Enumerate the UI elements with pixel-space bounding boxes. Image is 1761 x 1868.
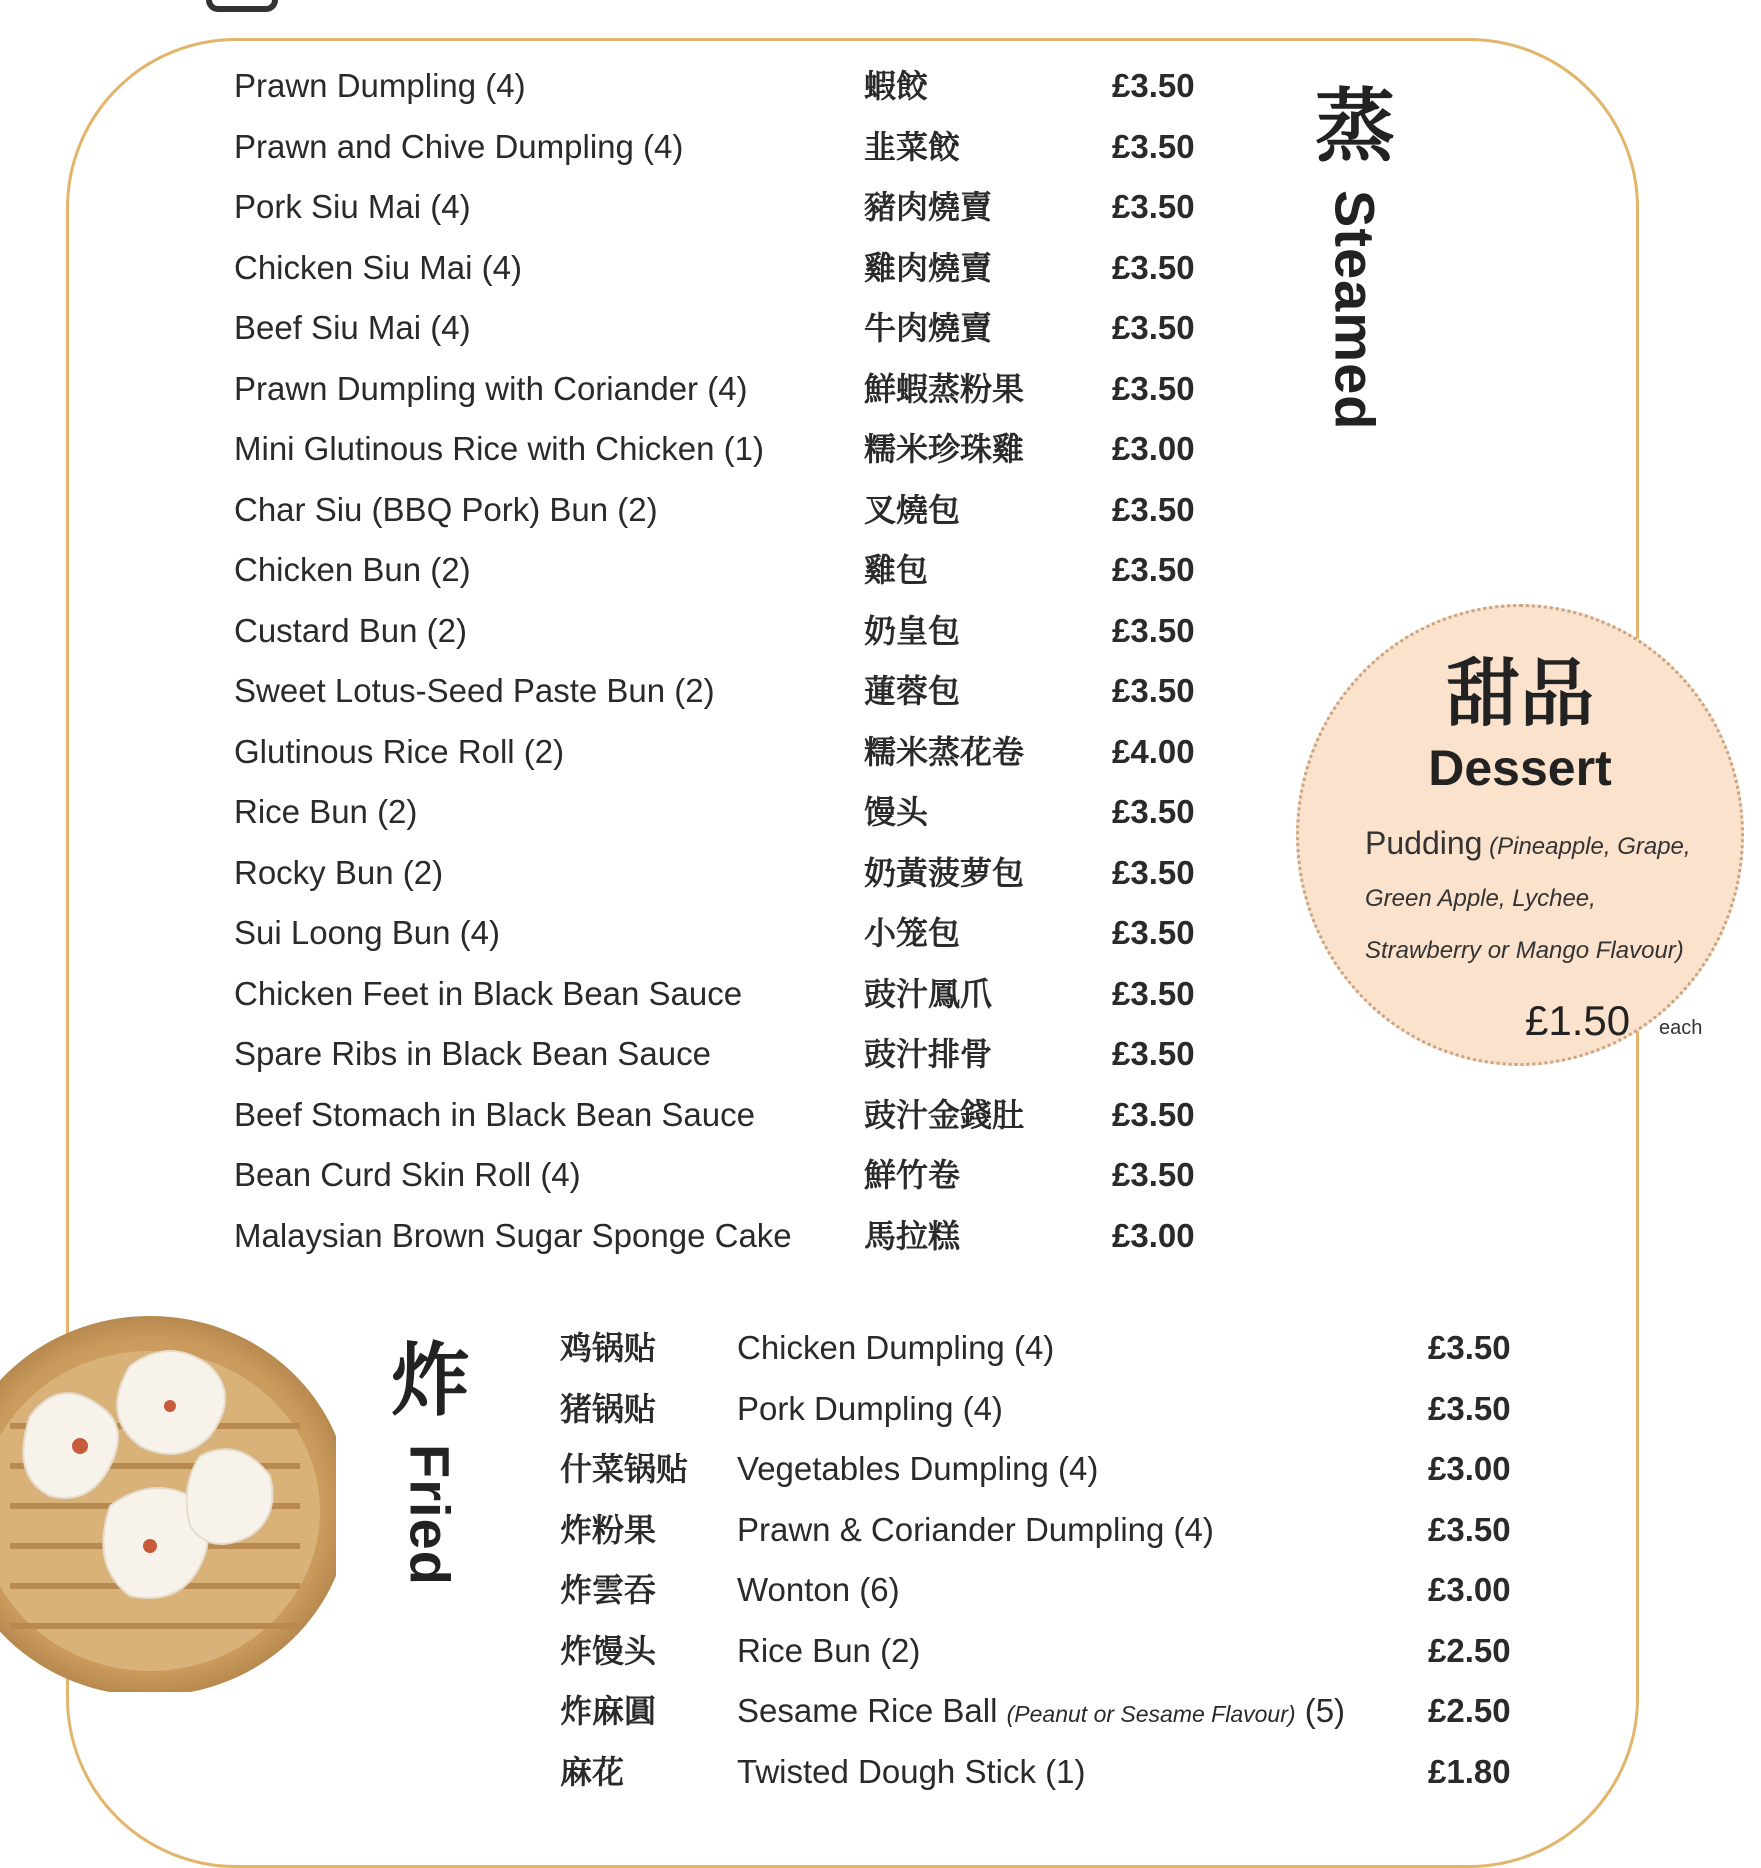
item-name: Prawn and Chive Dumpling (4): [234, 127, 684, 165]
list-item: [234, 968, 1214, 1029]
item-price: £3.50: [1112, 188, 1195, 225]
item-name-text: Sesame Rice Ball: [737, 1692, 998, 1729]
item-chinese-name: 蓮蓉包: [864, 672, 961, 710]
item-price: £3.50: [1112, 974, 1195, 1012]
item-name: [737, 1625, 920, 1677]
item-name: [737, 1504, 1214, 1556]
item-chinese-name: 豉汁鳳爪: [864, 974, 993, 1013]
item-price: £3.00: [1428, 1571, 1511, 1608]
list-item: [234, 242, 1214, 303]
item-price: £3.50: [1112, 672, 1195, 709]
item-chinese-name: 豉汁排骨: [864, 1035, 993, 1073]
item-name: Rocky Bun (2): [234, 853, 444, 891]
fried-section-heading: [380, 1336, 480, 1586]
item-chinese-name: 豉汁金錢肚: [864, 1095, 1025, 1134]
item-name: Spare Ribs in Black Bean Sauce: [234, 1035, 711, 1072]
item-name: Custard Bun (2): [234, 611, 467, 649]
item-price: £3.50: [1112, 309, 1195, 346]
list-item: [234, 726, 1214, 787]
item-name-text: Twisted Dough Stick (1): [737, 1752, 1086, 1790]
item-price: £3.50: [1112, 611, 1195, 649]
item-chinese-name: 雞肉燒賣: [864, 248, 993, 287]
item-name: Char Siu (BBQ Pork) Bun (2): [234, 490, 658, 528]
item-chinese-name: 馒头: [864, 793, 929, 831]
item-chinese-name: 猪锅贴: [560, 1389, 657, 1428]
list-item: [560, 1504, 1560, 1565]
list-item: [234, 363, 1214, 424]
item-name: Sweet Lotus-Seed Paste Bun (2): [234, 672, 715, 709]
item-name: Chicken Feet in Black Bean Sauce: [234, 974, 743, 1012]
item-price: £3.50: [1112, 1035, 1195, 1072]
item-price: £3.50: [1112, 853, 1195, 891]
list-item: [560, 1746, 1560, 1807]
item-name-text: Pork Dumpling (4): [737, 1389, 1003, 1427]
item-name: Prawn Dumpling with Coriander (4): [234, 369, 748, 407]
item-chinese-name: 牛肉燒賣: [864, 309, 993, 347]
item-chinese-name: 麻花: [560, 1752, 625, 1791]
list-item: [234, 907, 1214, 968]
item-name: Bean Curd Skin Roll (4): [234, 1156, 581, 1193]
steamed-heading-english: Steamed: [1323, 190, 1387, 431]
item-price: £3.50: [1112, 914, 1195, 951]
item-price: £3.00: [1428, 1450, 1511, 1487]
list-item: [234, 181, 1214, 242]
item-name: Mini Glutinous Rice with Chicken (1): [234, 430, 765, 467]
item-price: £2.50: [1428, 1692, 1511, 1729]
item-chinese-name: 炸雲吞: [560, 1571, 657, 1609]
item-price: £3.50: [1112, 490, 1195, 528]
dessert-flavours-line: Strawberry or Mango Flavour): [1365, 937, 1684, 964]
item-price: £3.50: [1112, 67, 1195, 104]
item-name: [737, 1383, 1003, 1435]
list-item: [560, 1383, 1560, 1444]
steamed-menu-list: [234, 60, 1214, 1270]
item-price: £3.50: [1428, 1510, 1511, 1548]
item-price: £3.50: [1112, 1156, 1195, 1193]
list-item: [234, 665, 1214, 726]
item-price: £3.50: [1112, 127, 1195, 165]
dessert-price: £1.50: [1525, 997, 1631, 1044]
item-name: [737, 1746, 1085, 1798]
item-price: £3.50: [1112, 369, 1195, 407]
list-item: [234, 847, 1214, 908]
item-name: Chicken Siu Mai (4): [234, 248, 522, 286]
item-chinese-name: 糯米珍珠雞: [864, 430, 1025, 468]
list-item: [234, 544, 1214, 605]
item-price: £3.00: [1112, 1216, 1195, 1254]
item-quantity: (5): [1304, 1692, 1346, 1729]
list-item: [234, 302, 1214, 363]
item-name: [737, 1443, 1098, 1495]
list-item: [560, 1625, 1560, 1686]
list-item: [560, 1322, 1560, 1383]
list-item: [234, 786, 1214, 847]
item-price: £3.50: [1112, 551, 1195, 588]
item-chinese-name: 糯米蒸花卷: [864, 732, 1025, 771]
item-price: £3.50: [1112, 793, 1195, 830]
item-chinese-name: 奶黃菠萝包: [864, 853, 1025, 892]
dessert-heading-english: Dessert: [1428, 740, 1612, 796]
top-ornament: [206, 0, 278, 12]
item-name: Chicken Bun (2): [234, 551, 471, 588]
item-price: £3.50: [1428, 1329, 1511, 1366]
dessert-heading-chinese: 甜品: [1446, 651, 1594, 737]
item-name: [737, 1685, 1345, 1740]
item-name-text: Vegetables Dumpling (4): [737, 1450, 1099, 1487]
item-price: £3.00: [1112, 430, 1195, 467]
steamed-section-heading: [1305, 82, 1405, 430]
list-item: [234, 1089, 1214, 1150]
list-item: [560, 1685, 1560, 1746]
item-name: Malaysian Brown Sugar Sponge Cake: [234, 1216, 792, 1254]
item-chinese-name: 鮮竹卷: [864, 1156, 961, 1194]
list-item: [234, 60, 1214, 121]
fried-heading-english: Fried: [398, 1444, 462, 1586]
list-item: [234, 423, 1214, 484]
item-price: £3.50: [1112, 1095, 1195, 1133]
item-chinese-name: 炸麻圓: [560, 1692, 657, 1730]
item-name: Glutinous Rice Roll (2): [234, 732, 565, 770]
item-name: Beef Stomach in Black Bean Sauce: [234, 1095, 755, 1133]
item-name: [737, 1564, 900, 1616]
item-chinese-name: 奶皇包: [864, 611, 961, 650]
item-price: £2.50: [1428, 1631, 1511, 1669]
item-name-text: Rice Bun (2): [737, 1631, 921, 1669]
fried-heading-chinese: 炸: [390, 1334, 470, 1427]
dessert-badge: [1296, 604, 1744, 1066]
dessert-flavours-line: (Pineapple, Grape,: [1489, 833, 1691, 860]
item-name: [737, 1322, 1054, 1374]
item-chinese-name: 炸粉果: [560, 1510, 657, 1549]
dessert-flavours-line: Green Apple, Lychee,: [1365, 885, 1596, 912]
item-chinese-name: 鸡锅贴: [560, 1329, 657, 1367]
item-name: Rice Bun (2): [234, 793, 418, 830]
item-price: £1.80: [1428, 1752, 1511, 1790]
list-item: [234, 605, 1214, 666]
steamed-bun-basket-image: [0, 1306, 336, 1692]
item-name: Beef Siu Mai (4): [234, 309, 471, 346]
list-item: [234, 1149, 1214, 1210]
item-note: (Peanut or Sesame Flavour): [1006, 1701, 1296, 1727]
item-price: £3.50: [1428, 1389, 1511, 1427]
item-chinese-name: 叉燒包: [864, 490, 961, 529]
item-chinese-name: 雞包: [864, 551, 929, 589]
item-name-text: Wonton (6): [737, 1571, 900, 1608]
list-item: [560, 1564, 1560, 1625]
dessert-price-unit: each: [1659, 1017, 1703, 1039]
list-item: [234, 484, 1214, 545]
item-chinese-name: 小笼包: [864, 914, 961, 952]
item-name: Prawn Dumpling (4): [234, 67, 526, 104]
dessert-description: [1365, 817, 1735, 977]
item-name-text: Chicken Dumpling (4): [737, 1329, 1055, 1366]
item-chinese-name: 豬肉燒賣: [864, 188, 993, 226]
list-item: [234, 1028, 1214, 1089]
item-chinese-name: 炸馒头: [560, 1631, 657, 1670]
list-item: [560, 1443, 1560, 1504]
item-chinese-name: 什菜锅贴: [560, 1450, 689, 1488]
steamed-heading-chinese: 蒸: [1315, 80, 1395, 173]
item-name: Pork Siu Mai (4): [234, 188, 471, 225]
item-price: £3.50: [1112, 248, 1195, 286]
item-name: Sui Loong Bun (4): [234, 914, 501, 951]
item-chinese-name: 蝦餃: [864, 67, 929, 105]
list-item: [234, 121, 1214, 182]
list-item: [234, 1210, 1214, 1271]
dessert-item-name: Pudding: [1365, 825, 1483, 861]
item-price: £4.00: [1112, 732, 1195, 770]
item-chinese-name: 馬拉糕: [864, 1216, 961, 1255]
item-chinese-name: 鮮蝦蒸粉果: [864, 369, 1025, 408]
item-name-text: Prawn & Coriander Dumpling (4): [737, 1510, 1214, 1548]
fried-menu-list: [560, 1322, 1560, 1806]
item-chinese-name: 韭菜餃: [864, 127, 961, 166]
